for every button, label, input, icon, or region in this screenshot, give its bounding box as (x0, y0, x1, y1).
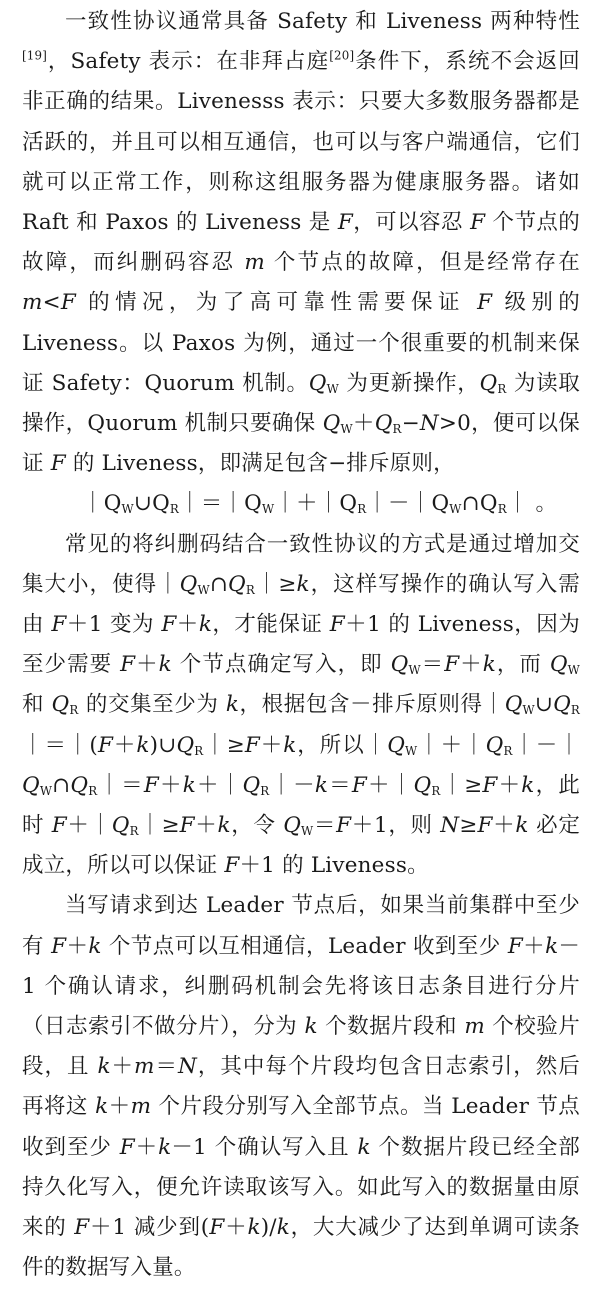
paragraph-1: 一致性协议通常具备 Safety 和 Liveness 两种特性[19]，Safety 表示：在非拜占庭[20]条件下，系统不会返回非正确的结果。Livenesss 表示：只要大多数服务器都是活跃的，并且可以相互通信，也可以与客户端通信，它们就可以正常工作，则称这组服务器为健康服务器。诸如 Raft 和 Paxos 的 Liveness 是 F，可以容忍 F 个节点的故障，而纠删码容忍 m 个节点的故障，但是经常存在 m<F 的情况，为了高可靠性需要保证 F 级别的 Liveness。以 Paxos 为例，通过一个很重要的机制来保证 Safety：Quorum 机制。$Q_W$ 为更新操作，$Q_R$ 为读取操作，Quorum 机制只要确保 $Q_W+Q_R-N>0$，便可以保证 F 的 Liveness，即满足包含−排斥原则， (22, 9, 581, 477)
paragraph-2: 常见的将纠删码结合一致性协议的方式是通过增加交集大小，使得$|Q_W\cap Q_R|\ge k$，这样写操作的确认写入需由 F＋1 变为 F＋k，才能保证 F＋1 的 Liveness，因为至少需要 F＋k 个节点确定写入，即 $Q_W=F+k$，而 $Q_W$ 和 $Q_R$ 的交集至少为 k，根据包含－排斥原则得$|Q_W\cup Q_R|=|(F+k)\cup Q_R|\ge F+k$，所以$|Q_W|+|Q_R|-|Q_W\cap Q_R|=F+k+|Q_R|-k=F+|Q_R|\ge F+k$，此时 $F+|Q_R|\ge F+k$，令 $Q_W=F+1$，则 N≥F＋k 必定成立，所以可以保证 F＋1 的 Liveness。 (22, 531, 581, 879)
paragraph-3: 当写请求到达 Leader 节点后，如果当前集群中至少有 F＋k 个节点可以互相通信，Leader 收到至少 F＋k－1 个确认请求，纠删码机制会先将该日志条目进行分片（日志索引不做分片），分为 k 个数据片段和 m 个校验片段，且 k＋m＝N，其中每个片段均包含日志索引，然后再将这 k＋m 个片段分别写入全部节点。当 Leader 节点收到至少 F＋k－1 个确认写入且 k 个数据片段已经全部持久化写入，便允许读取该写入。如此写入的数据量由原来的 F＋1 减少到(F＋k)/k，大大减少了达到单调可读条件的数据写入量。 (22, 893, 581, 1281)
paper-body (22, 2, 580, 1289)
equation-inclusion-exclusion: $|Q_W\cup Q_R|=|Q_W|+|Q_R|-|Q_W\cap Q_R|$ 。 (82, 491, 558, 517)
